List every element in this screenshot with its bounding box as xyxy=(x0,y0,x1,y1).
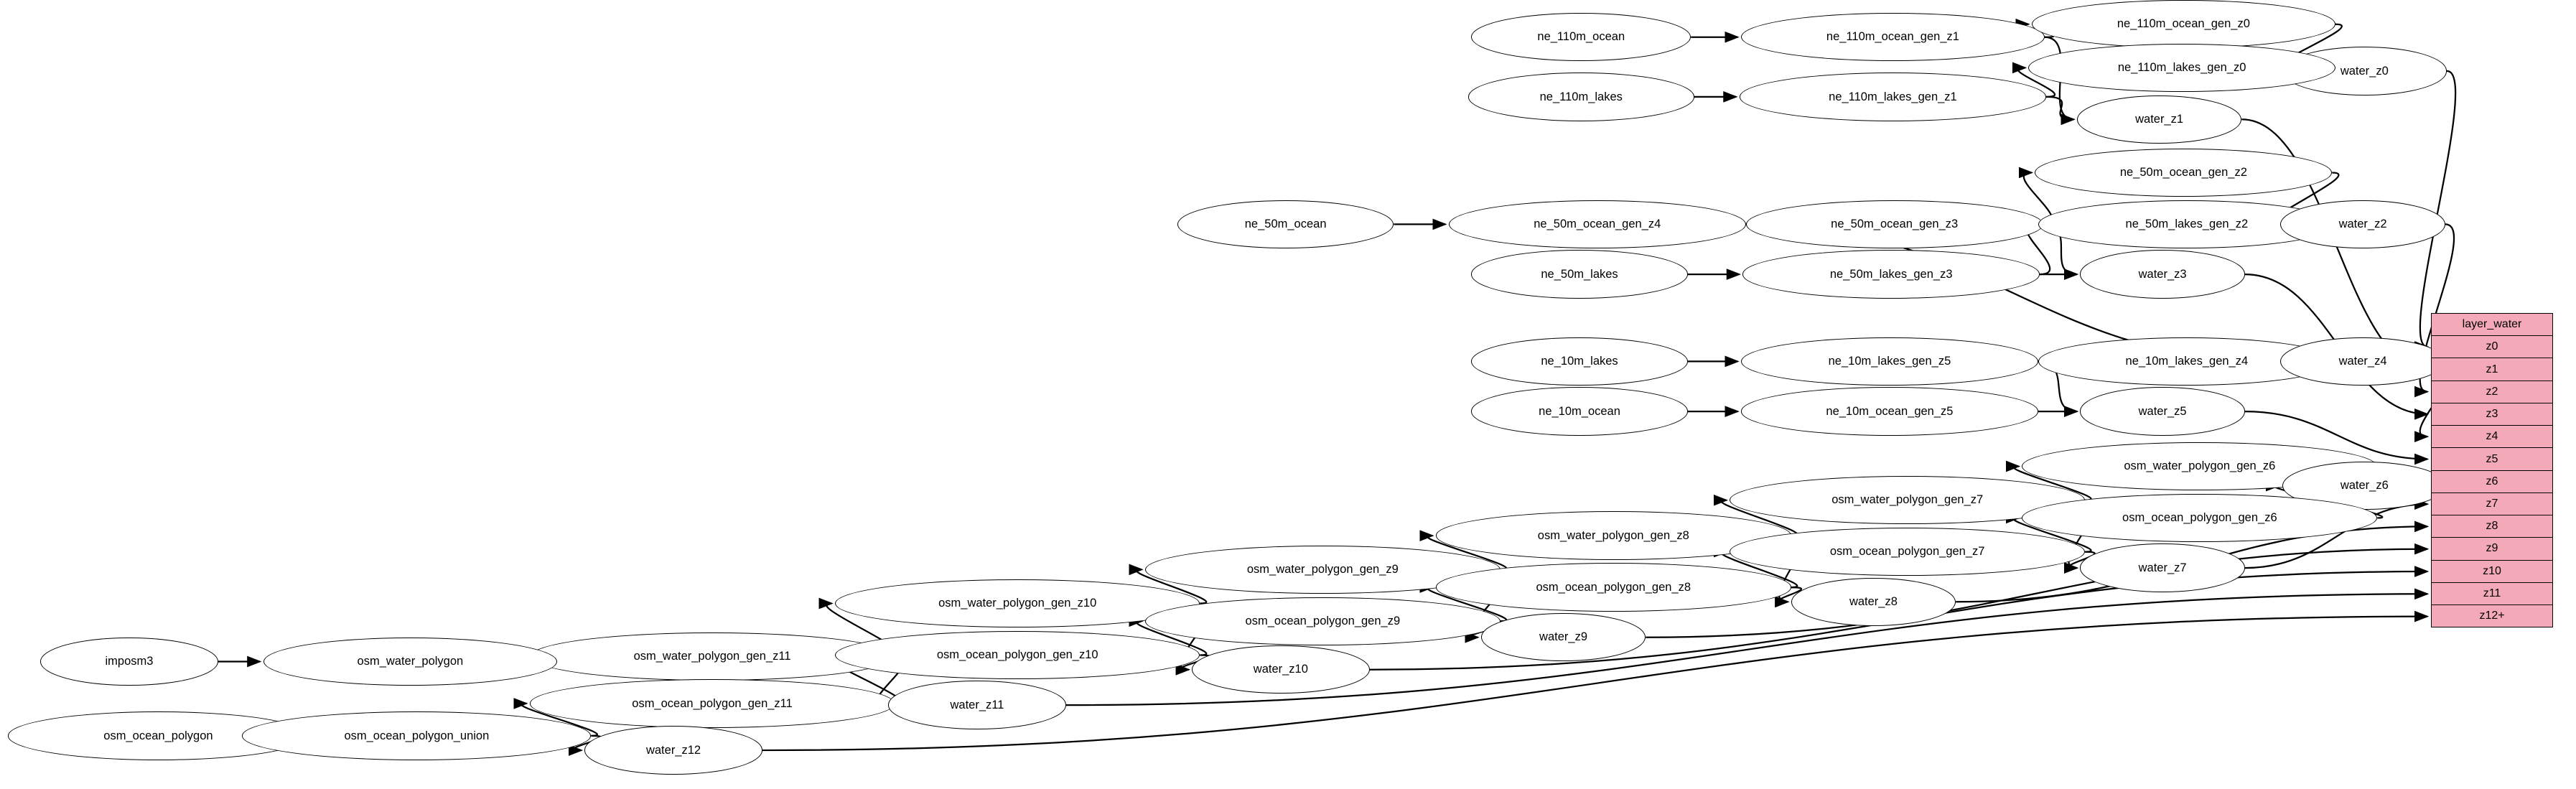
node-osm_water_polygon[interactable]: osm_water_polygon xyxy=(263,638,557,686)
node-water_z11[interactable]: water_z11 xyxy=(888,681,1065,729)
node-ne_110m_lakes[interactable]: ne_110m_lakes xyxy=(1468,73,1694,121)
node-ne_10m_ocean_gen_z5[interactable]: ne_10m_ocean_gen_z5 xyxy=(1741,387,2038,435)
node-ne_110m_ocean_gen_z1[interactable]: ne_110m_ocean_gen_z1 xyxy=(1741,13,2045,61)
node-water_z4[interactable]: water_z4 xyxy=(2280,337,2445,386)
node-osm_water_polygon_gen_z9[interactable]: osm_water_polygon_gen_z9 xyxy=(1145,546,1501,594)
node-imposm3[interactable]: imposm3 xyxy=(40,638,218,686)
node-ne_110m_ocean[interactable]: ne_110m_ocean xyxy=(1471,13,1691,61)
node-osm_ocean_polygon_gen_z9[interactable]: osm_ocean_polygon_gen_z9 xyxy=(1145,597,1501,645)
legend-row-z7[interactable]: z7 xyxy=(2432,493,2553,515)
legend-row-z12+[interactable]: z12+ xyxy=(2479,610,2505,622)
node-water_z7[interactable]: water_z7 xyxy=(2080,543,2244,592)
legend-layer-water[interactable] xyxy=(2431,313,2554,627)
node-osm_water_polygon_gen_z10[interactable]: osm_water_polygon_gen_z10 xyxy=(835,579,1200,627)
node-osm_ocean_polygon_gen_z11[interactable]: osm_ocean_polygon_gen_z11 xyxy=(530,679,895,727)
node-osm_ocean_polygon_gen_z7[interactable]: osm_ocean_polygon_gen_z7 xyxy=(1730,528,2085,576)
node-ne_50m_lakes_gen_z2[interactable]: ne_50m_lakes_gen_z2 xyxy=(2038,200,2335,248)
node-osm_ocean_polygon_union[interactable]: osm_ocean_polygon_union xyxy=(242,711,591,760)
legend-row-z6[interactable]: z6 xyxy=(2432,471,2553,493)
node-osm_water_polygon_gen_z8[interactable]: osm_water_polygon_gen_z8 xyxy=(1436,511,1791,559)
node-water_z3[interactable]: water_z3 xyxy=(2080,250,2244,298)
node-water_z6[interactable]: water_z6 xyxy=(2282,462,2447,510)
node-ne_110m_ocean_gen_z0[interactable]: ne_110m_ocean_gen_z0 xyxy=(2032,0,2335,48)
node-water_z8[interactable]: water_z8 xyxy=(1791,578,1956,626)
node-water_z2[interactable]: water_z2 xyxy=(2280,200,2445,248)
legend-row-z11[interactable]: z11 xyxy=(2432,583,2553,605)
node-osm_water_polygon_gen_z6[interactable]: osm_water_polygon_gen_z6 xyxy=(2022,442,2377,490)
node-water_z5[interactable]: water_z5 xyxy=(2080,387,2244,435)
legend-row-z5[interactable]: z5 xyxy=(2432,448,2553,470)
legend-row-z0[interactable]: z0 xyxy=(2432,336,2553,358)
legend-row-z1[interactable]: z1 xyxy=(2432,358,2553,381)
node-water_z9[interactable]: water_z9 xyxy=(1481,613,1646,661)
legend-row-z3[interactable]: z3 xyxy=(2432,403,2553,426)
node-water_z10[interactable]: water_z10 xyxy=(1192,645,1369,694)
node-osm_ocean_polygon_gen_z10[interactable]: osm_ocean_polygon_gen_z10 xyxy=(835,631,1200,679)
node-ne_50m_ocean_gen_z3[interactable]: ne_50m_ocean_gen_z3 xyxy=(1746,200,2043,248)
node-water_z1[interactable]: water_z1 xyxy=(2077,95,2241,144)
node-osm_ocean_polygon_gen_z8[interactable]: osm_ocean_polygon_gen_z8 xyxy=(1436,563,1791,611)
legend-header: layer_water xyxy=(2432,314,2553,336)
node-ne_50m_ocean_gen_z2[interactable]: ne_50m_ocean_gen_z2 xyxy=(2035,149,2332,197)
legend-row-z9[interactable]: z9 xyxy=(2432,538,2553,560)
legend-row-z2[interactable]: z2 xyxy=(2432,381,2553,403)
node-ne_50m_ocean[interactable]: ne_50m_ocean xyxy=(1177,200,1394,248)
edge-ne_110m_lakes_gen_z1-to-water_z1 xyxy=(2046,97,2073,119)
node-ne_50m_lakes_gen_z3[interactable]: ne_50m_lakes_gen_z3 xyxy=(1742,250,2040,298)
node-ne_10m_lakes_gen_z5[interactable]: ne_10m_lakes_gen_z5 xyxy=(1741,337,2038,386)
node-osm_water_polygon_gen_z7[interactable]: osm_water_polygon_gen_z7 xyxy=(1730,476,2085,524)
node-ne_50m_ocean_gen_z4[interactable]: ne_50m_ocean_gen_z4 xyxy=(1449,200,1746,248)
node-osm_water_polygon_gen_z11[interactable]: osm_water_polygon_gen_z11 xyxy=(530,632,895,681)
legend-row-z4[interactable]: z4 xyxy=(2432,426,2553,448)
node-ne_50m_lakes[interactable]: ne_50m_lakes xyxy=(1471,250,1687,298)
legend-row-z8[interactable]: z8 xyxy=(2432,515,2553,538)
node-ne_110m_lakes_gen_z0[interactable]: ne_110m_lakes_gen_z0 xyxy=(2028,44,2335,92)
node-water_z0[interactable]: water_z0 xyxy=(2282,47,2447,95)
node-ne_110m_lakes_gen_z1[interactable]: ne_110m_lakes_gen_z1 xyxy=(1740,73,2046,121)
legend-row-z10[interactable]: z10 xyxy=(2432,561,2553,583)
node-ne_10m_lakes[interactable]: ne_10m_lakes xyxy=(1471,337,1687,386)
node-ne_10m_ocean[interactable]: ne_10m_ocean xyxy=(1471,387,1687,435)
node-osm_ocean_polygon_gen_z6[interactable]: osm_ocean_polygon_gen_z6 xyxy=(2022,494,2377,542)
node-water_z12[interactable]: water_z12 xyxy=(584,726,762,774)
node-ne_10m_lakes_gen_z4[interactable]: ne_10m_lakes_gen_z4 xyxy=(2038,337,2335,386)
node-osm_ocean_polygon[interactable]: osm_ocean_polygon xyxy=(8,711,308,760)
